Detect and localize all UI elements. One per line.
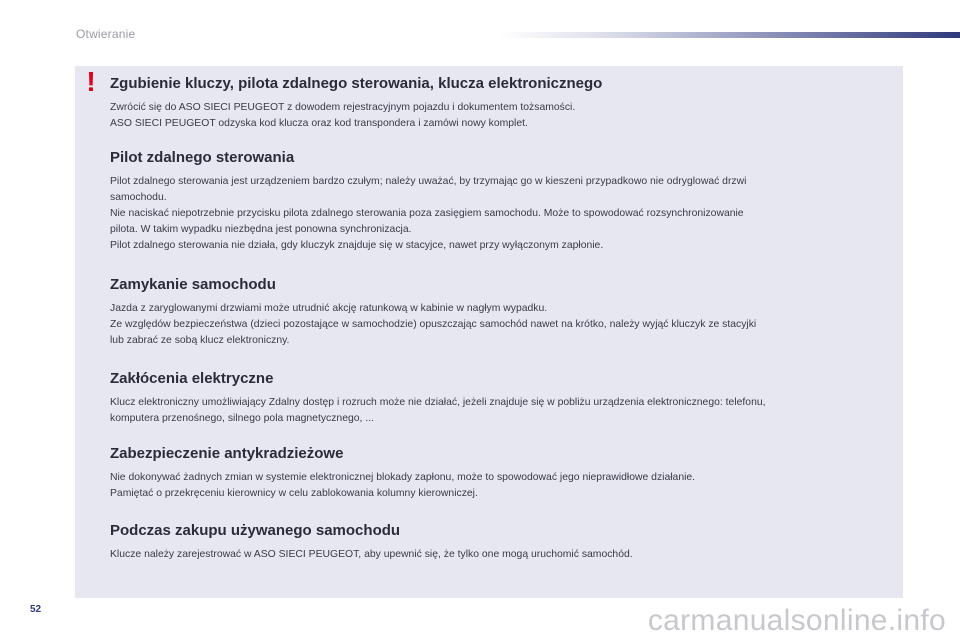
block-title: Podczas zakupu używanego samochodu	[110, 522, 401, 539]
block-locking	[110, 276, 890, 349]
block-anti-theft	[110, 445, 890, 502]
block-line: Klucz elektroniczny umożliwiający Zdalny dostęp i rozruch może nie działać, jeżeli znajduje się w pobliżu urządzenia elektronicznego: telefonu,	[110, 397, 766, 408]
block-lost-keys	[110, 75, 890, 132]
page-number: 52	[30, 604, 42, 615]
block-title: Zamykanie samochodu	[110, 276, 276, 293]
block-electrical-interference	[110, 370, 890, 427]
block-line: pilota. W takim wypadku niezbędna jest ponowna synchronizacja.	[110, 224, 412, 235]
exclamation-warning-icon: !	[86, 66, 96, 97]
block-title: Zakłócenia elektryczne	[110, 370, 274, 387]
block-line: lub zabrać ze sobą klucz elektroniczny.	[110, 335, 290, 346]
block-line: samochodu.	[110, 192, 167, 203]
block-line: Ze względów bezpieczeństwa (dzieci pozostające w samochodzie) opuszczając samochód nawet na krótko, należy wyjąć kluczyk ze stacyjki	[110, 319, 757, 330]
block-line: Nie naciskać niepotrzebnie przycisku pilota zdalnego sterowania poza zasięgiem samochodu. Może to spowodować rozsynchronizowanie	[110, 208, 744, 219]
block-line: Pilot zdalnego sterowania nie działa, gdy kluczyk znajduje się w stacyjce, nawet przy wyłączonym zapłonie.	[110, 240, 604, 251]
block-line: Nie dokonywać żadnych zmian w systemie elektronicznej blokady zapłonu, może to spowodować jego nieprawidłowe działanie.	[110, 472, 696, 483]
block-line: Zwrócić się do ASO SIECI PEUGEOT z dowodem rejestracyjnym pojazdu i dokumentem tożsamości.	[110, 102, 576, 113]
block-line: Klucze należy zarejestrować w ASO SIECI PEUGEOT, aby upewnić się, że tylko one mogą uruchomić samochód.	[110, 549, 633, 560]
section-title: Otwieranie	[76, 27, 136, 41]
block-title: Zabezpieczenie antykradzieżowe	[110, 445, 344, 462]
block-line: ASO SIECI PEUGEOT odzyska kod klucza oraz kod transpondera i zamówi nowy komplet.	[110, 118, 528, 129]
block-title: Zgubienie kluczy, pilota zdalnego sterowania, klucza elektronicznego	[110, 75, 603, 92]
block-line: komputera przenośnego, silnego pola magnetycznego, ...	[110, 413, 374, 424]
block-remote-control	[110, 149, 890, 254]
block-line: Jazda z zaryglowanymi drzwiami może utrudnić akcję ratunkową w kabinie w nagłym wypadku.	[110, 303, 548, 314]
watermark: carmanualsonline.info	[647, 604, 946, 637]
block-used-car-purchase	[110, 522, 890, 563]
block-title: Pilot zdalnego sterowania	[110, 149, 295, 166]
header-gradient-bar	[500, 32, 960, 38]
block-line: Pilot zdalnego sterowania jest urządzeniem bardzo czułym; należy uważać, by trzymając go w kieszeni przypadkowo nie odryglować drzwi	[110, 176, 747, 187]
block-line: Pamiętać o przekręceniu kierownicy w celu zablokowania kolumny kierowniczej.	[110, 488, 478, 499]
